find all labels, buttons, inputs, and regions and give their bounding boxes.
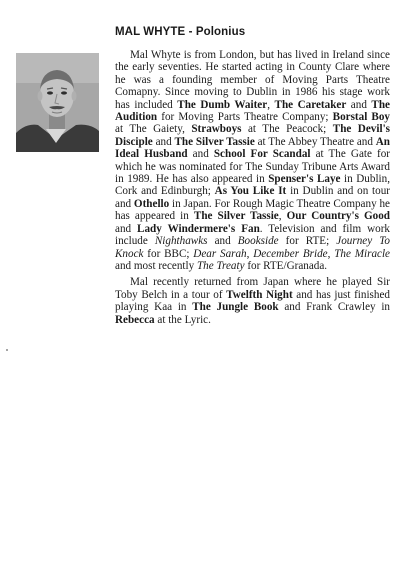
bio-text: and [115, 222, 138, 235]
bio-text: in Dublin and on tour and [115, 185, 390, 210]
bio-text: in Japan. For Rough Magic Theatre Company he has appeared in [115, 197, 390, 223]
production-title: The Devil's Disciple [115, 123, 390, 148]
bio-text: and [207, 235, 238, 248]
production-title: Lady Windermere's Fan [137, 222, 260, 235]
production-title: Spenser's Laye [268, 173, 341, 186]
scan-speck [6, 349, 8, 351]
bio-paragraph-2 [115, 276, 390, 326]
screen-title: Journey To Knock [115, 235, 391, 260]
production-title: The Caretaker [274, 98, 347, 111]
bio-text: at the Lyric. [154, 313, 211, 326]
actor-photo [16, 53, 99, 152]
bio-text: and Frank Crawley in [278, 301, 391, 314]
bio-text: , [246, 247, 254, 260]
production-title: Strawboys [191, 123, 242, 136]
production-title: The Audition [115, 98, 390, 124]
production-title: Borstal Boy [332, 111, 390, 124]
bio-text: and most recently [115, 259, 197, 272]
bio-text: for RTE; [278, 235, 337, 248]
bio-text: for Moving Parts Theatre Company; [157, 111, 333, 124]
screen-title: December Bride [253, 247, 328, 260]
production-title: As You Like It [214, 185, 287, 198]
production-title: The Silver Tassie [193, 210, 279, 223]
production-title: School For Scandal [213, 148, 311, 161]
bio-text: Mal Whyte is from London, but has lived in Ireland since the early seventies. He started acting in County Clare where he was a founding member of Moving Parts Theatre Comapny. Since moving to Dublin in 1986 his stage work has included [115, 49, 390, 111]
production-title: Our Country's Good [286, 210, 390, 223]
bio-text: at The Gate for which he was nominated for The Sunday Tribune Arts Award in 1989. He has also appeared in [115, 148, 391, 186]
production-title: The Dumb Waiter [177, 98, 268, 111]
actor-biography [115, 49, 390, 326]
bio-text: , [327, 247, 335, 260]
screen-title: Bookside [237, 235, 279, 248]
production-title: The Jungle Book [192, 301, 279, 314]
production-title: Twelfth Night [226, 288, 293, 301]
bio-text: for BBC; [143, 247, 194, 260]
actor-heading: MAL WHYTE - Polonius [115, 26, 246, 38]
production-title: Rebecca [115, 313, 155, 326]
bio-text: , [278, 210, 287, 223]
bio-paragraph-1 [115, 49, 390, 272]
bio-text: at The Abbey Theatre and [254, 135, 376, 148]
production-title: Othello [133, 197, 170, 210]
bio-text: and [187, 148, 214, 161]
bio-text: and has just finished playing Kaa in [115, 288, 390, 314]
bio-text: . Television and film work include [115, 222, 390, 248]
production-title: The Silver Tassie [174, 135, 255, 148]
bio-text: and [346, 98, 372, 111]
screen-title: Nighthawks [154, 235, 208, 248]
bio-text: for RTE/Granada. [244, 259, 328, 272]
bio-text: in Dublin, Cork and Edinburgh; [115, 173, 390, 198]
screen-title: The Miracle [334, 247, 390, 260]
screen-title: The Treaty [196, 259, 245, 272]
production-title: An Ideal Husband [115, 135, 390, 161]
screen-title: Dear Sarah [193, 247, 247, 260]
bio-text: at The Peacock; [241, 123, 333, 136]
bio-text: , [267, 98, 275, 111]
bio-text: Mal recently returned from Japan where he played Sir Toby Belch in a tour of [115, 276, 390, 301]
bio-text: at The Gaiety, [115, 123, 192, 136]
bio-text: and [152, 135, 175, 148]
